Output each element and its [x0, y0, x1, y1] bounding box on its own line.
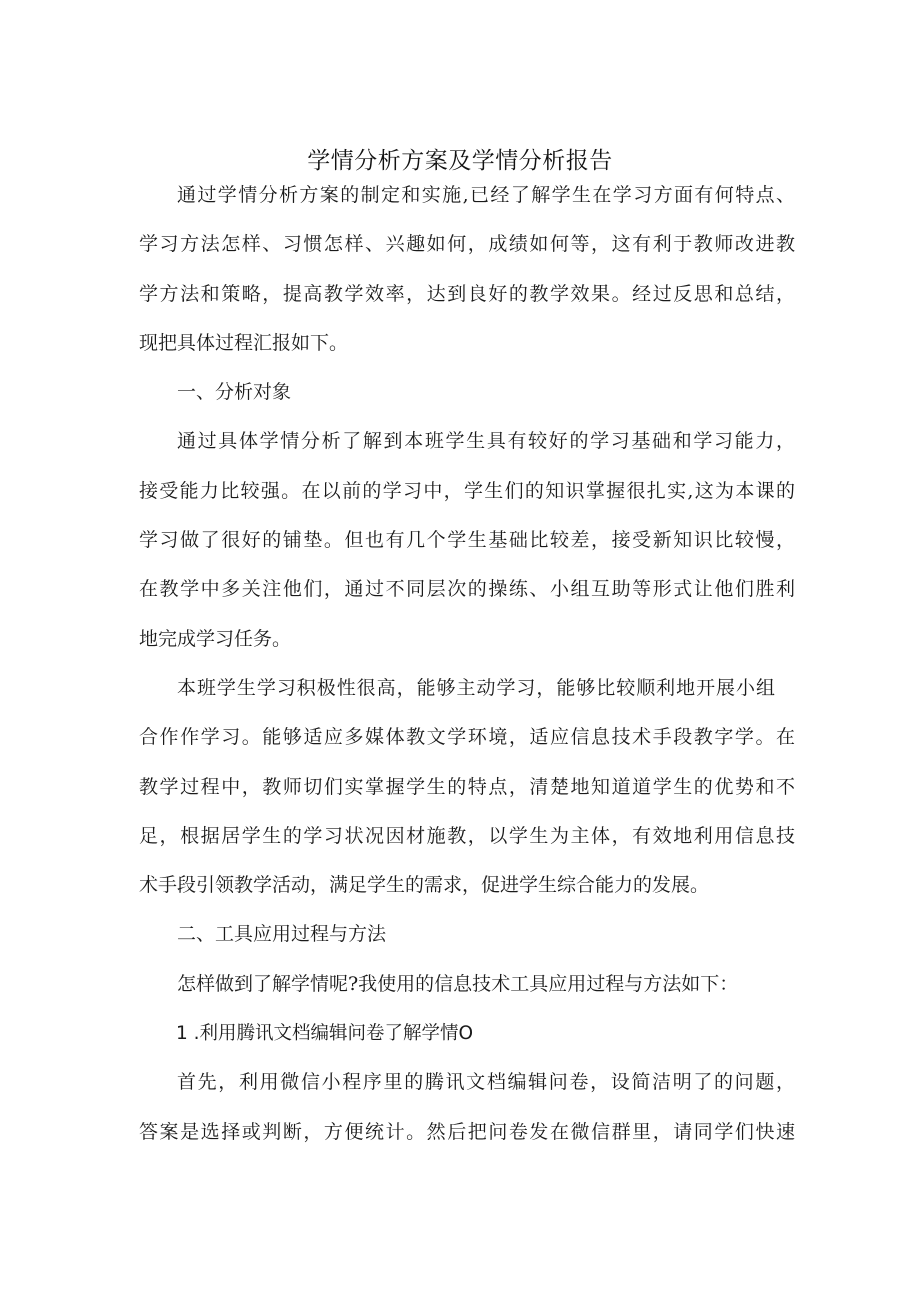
document-body	[139, 171, 795, 1157]
text-line: 学习做了很好的铺垫。但也有几个学生基础比较差，接受新知识比较慢，	[139, 529, 795, 552]
section-heading-1: 一、分析对象	[177, 381, 292, 404]
text-line: 合作作学习。能够适应多媒体教文学环境，适应信息技术手段教字学。在	[139, 726, 795, 749]
section-heading-2: 二、工具应用过程与方法	[177, 923, 387, 946]
text-line: 首先，利用微信小程序里的腾讯文档编辑问卷，设简洁明了的问题，	[177, 1071, 795, 1094]
text-line: 在教学中多关注他们，通过不同层次的操练、小组互助等形式让他们胜利	[139, 578, 795, 601]
text-line: 教学过程中，教师切们实掌握学生的特点，清楚地知道道学生的优势和不	[139, 775, 795, 798]
item1-paragraph	[139, 1058, 795, 1157]
text-line: 术手段引领教学活动，满足学生的需求，促进学生综合能力的发展。	[139, 874, 710, 897]
intro-paragraph	[139, 171, 795, 368]
text-line: 通过学情分析方案的制定和实施,已经了解学生在学习方面有何特点、	[177, 184, 795, 206]
text-line: 足，根据居学生的学习状况因材施教，以学生为主体，有效地利用信息技	[139, 824, 795, 847]
text-line: 现把具体过程汇报如下。	[139, 331, 349, 354]
list-item-1: 1 .利用腾讯文档编辑问卷了解学情O	[176, 1023, 474, 1045]
section2-paragraph-1: 怎样做到了解学情呢?我使用的信息技术工具应用过程与方法如下：	[177, 972, 739, 995]
section1-paragraph-1	[139, 417, 795, 663]
text-line: 学习方法怎样、习惯怎样、兴趣如何，成绩如何等，这有利于教师改进教	[139, 233, 795, 256]
text-line: 学方法和策略，提高教学效率，达到良好的教学效果。经过反思和总结，	[139, 282, 795, 305]
text-line: 接受能力比较强。在以前的学习中，学生们的知识掌握很扎实,这为本课的	[139, 479, 795, 502]
text-line: 通过具体学情分析了解到本班学生具有较好的学习基础和学习能力，	[177, 430, 795, 453]
section1-paragraph-2	[139, 664, 795, 910]
text-line: 地完成学习任务。	[139, 627, 292, 650]
text-line: 本班学生学习积极性很高，能够主动学习，能够比较顺利地开展小组	[177, 676, 775, 699]
text-line: 答案是选择或判断，方便统计。然后把问卷发在微信群里，请同学们快速	[139, 1120, 795, 1143]
document-title: 学情分析方案及学情分析报告	[307, 148, 613, 174]
